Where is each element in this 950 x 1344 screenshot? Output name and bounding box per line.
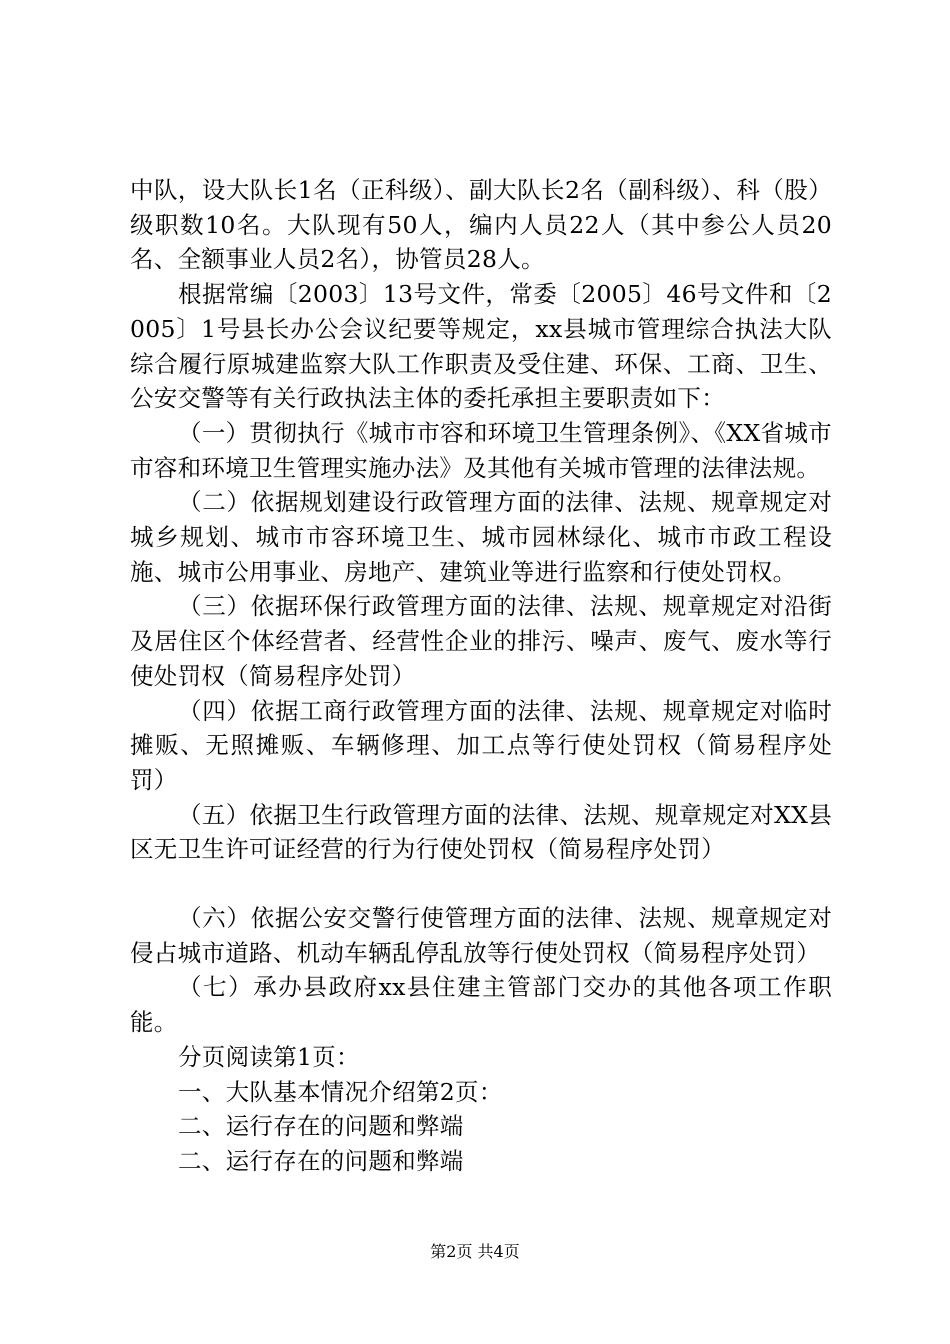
- paragraph-staffing: 中队，设大队长1名（正科级）、副大队长2名（副科级）、科（股）级职数10名。大队现有50人，编内人员22人（其中参公人员20名、全额事业人员2名），协管员28人。: [130, 176, 832, 274]
- pagination-link-3[interactable]: 二、运行存在的问题和弊端: [178, 1146, 464, 1175]
- pagination-link-2[interactable]: 二、运行存在的问题和弊端: [178, 1112, 464, 1141]
- pagination-link-1[interactable]: 一、大队基本情况介绍第2页：: [178, 1077, 503, 1106]
- paragraph-responsibilities-intro: 根据常编〔2003〕13号文件，常委〔2005〕46号文件和〔2005〕1号县长办公会议纪要等规定，xx县城市管理综合执法大队综合履行原城建监察大队工作职责及受住建、环保、工商、卫生、公安交警等有关行政执法主体的委托承担主要职责如下：: [130, 280, 832, 413]
- paragraph-item-5: （五）依据卫生行政管理方面的法律、法规、规章规定对XX县区无卫生许可证经营的行为行使处罚权（简易程序处罚）: [130, 800, 832, 864]
- document-body: [130, 173, 832, 1179]
- paragraph-item-4: （四）依据工商行政管理方面的法律、法规、规章规定对临时摊贩、无照摊贩、车辆修理、加工点等行使处罚权（简易程序处罚）: [130, 696, 832, 794]
- page-number-footer: 第2页 共4页: [430, 1242, 520, 1261]
- paragraph-item-3: （三）依据环保行政管理方面的法律、法规、规章规定对沿街及居住区个体经营者、经营性企业的排污、噪声、废气、废水等行使处罚权（简易程序处罚）: [130, 592, 832, 690]
- pagination-heading: 分页阅读第1页：: [178, 1042, 360, 1071]
- paragraph-item-7: （七）承办县政府xx县住建主管部门交办的其他各项工作职能。: [130, 973, 832, 1037]
- paragraph-item-1: （一）贯彻执行《城市市容和环境卫生管理条例》、《XX省城市市容和环境卫生管理实施办法》及其他有关城市管理的法律法规。: [130, 418, 832, 482]
- paragraph-item-2: （二）依据规划建设行政管理方面的法律、法规、规章规定对城乡规划、城市市容环境卫生、城市园林绿化、城市市政工程设施、城市公用事业、房地产、建筑业等进行监察和行使处罚权。: [130, 488, 832, 586]
- paragraph-item-6: （六）依据公安交警行使管理方面的法律、法规、规章规定对侵占城市道路、机动车辆乱停乱放等行使处罚权（简易程序处罚）: [130, 904, 832, 967]
